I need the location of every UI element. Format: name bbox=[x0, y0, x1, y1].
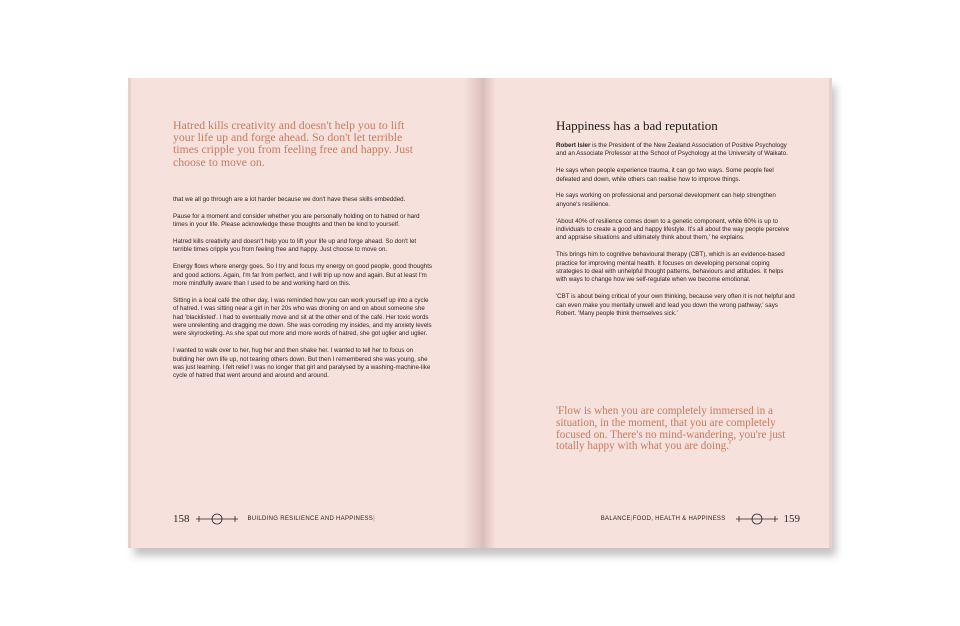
running-head-mark: | bbox=[630, 516, 633, 522]
body-text bbox=[556, 142, 796, 327]
spine-shadow bbox=[464, 78, 482, 548]
section-heading: Happiness has a bad reputation bbox=[556, 118, 718, 133]
page-edge bbox=[829, 78, 832, 548]
paragraph: 'CBT is about being critical of your own thinking, because very often it is not helpful and can even make you mentally unwell and lead you down the wrong pathway,' says Robert. 'Many people think themselves sick.' bbox=[556, 293, 795, 318]
paragraph: Hatred kills creativity and doesn't help you to lift your life up and forge ahead. So don't let terrible times cripple you from feeling free and happy. Just choose to move on. bbox=[173, 238, 417, 254]
circle-bar-ornament-icon bbox=[736, 513, 778, 525]
running-head-mark: | bbox=[373, 516, 375, 522]
page-footer bbox=[173, 512, 375, 526]
page-number: 158 bbox=[173, 513, 190, 525]
paragraph: I wanted to walk over to her, hug her and then shake her. I wanted to tell her to focus on building her own life up, not tearing others down. But then I remembered she was young, she was just learning. I felt relief I was no longer that girl and paralysed by a washing-machine-like cycle of hatred that went around and around and around. bbox=[173, 347, 431, 380]
paragraph: He says when people experience trauma, it can go two ways. Some people feel defeated and down, while others can realise how to improve things. bbox=[556, 167, 774, 183]
paragraph: This brings him to cognitive behavioural therapy (CBT), which is an evidence-based practice for improving mental health. It focuses on developing personal coping strategies to deal with unhelpful thought patterns, behaviours and attitudes. It helps with ways to change how we self-regulate when we become emotional. bbox=[556, 251, 785, 284]
intro-text: is the President of the New Zealand Association of Positive Psychology and an Associate Professor at the School of Psychology at the University of Waikato. bbox=[556, 142, 788, 158]
pull-quote: 'Flow is when you are completely immersed in a situation, in the moment, that you are completely focused on. There's no mind-wandering, you're just totally happy with what you are doing.' bbox=[556, 405, 786, 453]
paragraph bbox=[556, 142, 796, 159]
paragraph: 'About 40% of resilience comes down to a genetic component, while 60% is up to individuals to create a good and happy lifestyle. It's all about the way people perceive and appraise situations and ultimately think about them,' he explains. bbox=[556, 217, 790, 242]
spine-shadow bbox=[482, 78, 496, 548]
paragraph: Pause for a moment and consider whether you are personally holding on to hatred or hard times in your life. Please acknowledge these thoughts and then be kind to yourself. bbox=[173, 212, 420, 229]
running-head: BUILDING RESILIENCE AND HAPPINESS bbox=[247, 516, 374, 522]
circle-bar-ornament-icon bbox=[196, 513, 238, 525]
running-head-subtitle: FOOD, HEALTH & HAPPINESS bbox=[632, 516, 726, 522]
page-edge bbox=[128, 78, 131, 548]
page-footer bbox=[601, 512, 800, 526]
right-page bbox=[482, 78, 832, 548]
body-text bbox=[173, 196, 435, 389]
page-number: 159 bbox=[783, 513, 800, 525]
left-page bbox=[128, 78, 482, 548]
paragraph: Sitting in a local café the other day, I was reminded how you can work yourself up into a cycle of hatred. I was sitting near a girl in her 20s who was droning on and on about someone she had 'blacklisted'. I had to eventually move and sit at the other end of the café. Her toxic words were unrelenting and dragging me down. She was corroding my insides, and my anxiety levels were skyrocketing. As she spat out more and more words of hatred, she got uglier and uglier. bbox=[173, 296, 432, 338]
paragraph: Energy flows where energy goes. So I try and focus my energy on good people, good thoughts and good actions. Again, I'm far from perfect, and I will trip up now and again. But at least I'm more mindfully aware than I used to be and working hard on this. bbox=[173, 263, 433, 288]
paragraph: that we all go through are a lot harder because we don't have these skills embedded. bbox=[173, 196, 406, 203]
running-head: BALANCE bbox=[600, 516, 631, 522]
person-name: Robert Isler bbox=[556, 142, 591, 149]
paragraph: He says working on professional and personal development can help strengthen anyone's resilience. bbox=[556, 192, 776, 208]
pull-quote: Hatred kills creativity and doesn't help you to lift your life up and forge ahead. So don't let terrible times cripple you from feeling free and happy. Just choose to move on. bbox=[173, 118, 414, 169]
